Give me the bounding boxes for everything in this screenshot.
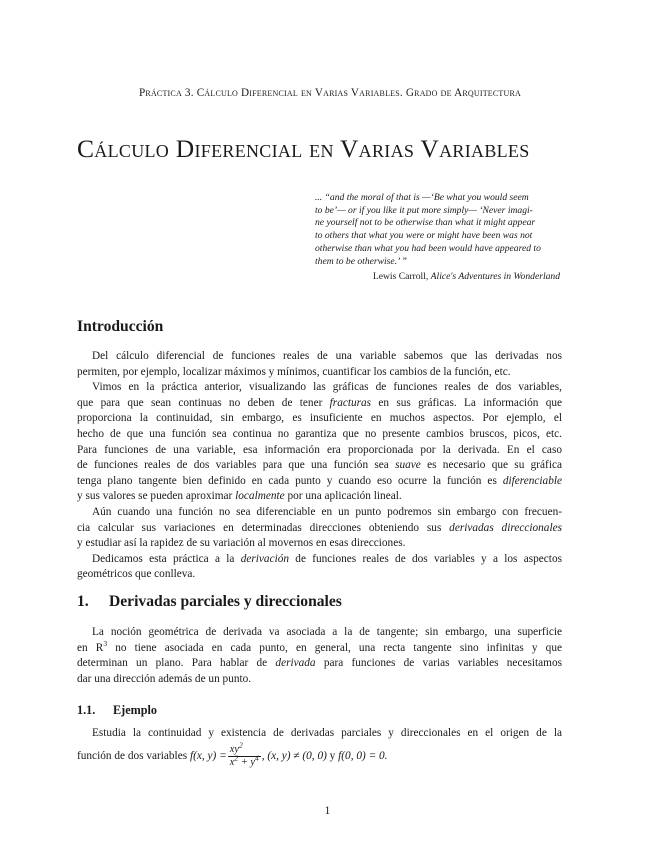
epigraph-attribution — [315, 271, 560, 282]
intro-heading: Introducción — [77, 318, 164, 335]
epigraph-line: to others that what you were or might have been was not — [315, 230, 533, 242]
epigraph-line: ne yourself not to be otherwise than what it might appear — [315, 217, 536, 229]
epigraph-author: Lewis Carroll, — [372, 271, 429, 282]
emphasis: derivación — [240, 552, 290, 565]
text-line: en $R^3$ no tiene asociada en cada punto, en general, una recta tangente sino infinitas y que — [77, 638, 562, 654]
function-def: f(x, y) = — [189, 749, 227, 762]
text-line: geométricos que conlleva. — [77, 568, 196, 581]
text-line: permiten, por ejemplo, localizar máximos y mínimos, cuantificar los cambios de la función, etc. — [77, 365, 511, 378]
text-line: Del cálculo diferencial de funciones reales de una variable sabemos que las derivadas nos — [92, 350, 562, 362]
section-1-heading — [77, 593, 342, 611]
text-line: cia calcular sus variaciones en determinadas direcciones obteniendo sus derivadas direccionales — [77, 521, 562, 534]
text-line: de funciones reales de dos variables para que una función sea suave es necesario que su gráfica — [77, 459, 562, 472]
subsection-number: 1.1. — [77, 703, 96, 717]
running-head: Práctica 3. Cálculo Diferencial en Varias Variables. Grado de Arquitectura — [139, 87, 521, 99]
fraction: $\frac{xy^2}{x^2 + y^4}$ — [229, 740, 259, 768]
text-line: hecho de que una función sea continua no garantiza que no presente cambios bruscos, picos, etc. — [77, 427, 562, 440]
emphasis: localmente — [235, 490, 285, 503]
text-line: Dedicamos esta práctica a la derivación de funciones reales de dos variables y a los aspectos — [92, 552, 562, 565]
text-line: que para que sean continuas no deben de tener fracturas en sus gráficas. La información que — [77, 396, 563, 409]
epigraph — [315, 192, 560, 268]
text-line: proporciona la continuidad, sin embargo, es insuficiente en muchos aspectos. Por ejemplo, el — [77, 412, 562, 425]
text-line: dar una dirección además de un punto. — [77, 672, 252, 685]
subsection-1-1-heading — [77, 703, 157, 718]
epigraph-line: ... “and the moral of that is —‘Be what you would seem — [315, 192, 529, 203]
subsection-1-1-body — [77, 726, 562, 769]
intro-body — [77, 349, 562, 583]
epigraph-line: them to be otherwise.’ ” — [315, 255, 407, 267]
text-line: Aún cuando una función no sea diferenciable en un punto podremos sin embargo con frecuen- — [92, 505, 562, 518]
text-line: La noción geométrica de derivada va asociada a la de tangente; sin embargo, una superficie — [92, 626, 562, 638]
epigraph-work: Alice's Adventures in Wonderland — [430, 271, 560, 282]
emphasis: derivadas direccionales — [449, 521, 562, 534]
section-1-body — [77, 625, 562, 687]
origin-value: f(0, 0) = 0. — [338, 749, 388, 762]
condition: , (x, y) ≠ (0, 0) — [261, 749, 327, 762]
section-number: 1. — [77, 593, 89, 610]
epigraph-line: to be’— or if you like it put more simply— ‘Never imagi- — [315, 204, 533, 216]
document-title: Cálculo Diferencial en Varias Variables — [77, 134, 530, 163]
text-line: Vimos en la práctica anterior, visualizando las gráficas de funciones reales de dos variables, — [92, 381, 562, 394]
epigraph-line: otherwise than what you had been would have appeared to — [315, 242, 541, 254]
text-line: y estudiar así la rapidez de su variación al movernos en esas direcciones. — [77, 537, 406, 550]
text-line: tenga plano tangente bien definido en cada punto y cuando eso ocurre la función es diferenciable — [77, 474, 562, 487]
text-line: determinan un plano. Para hablar de derivada para funciones de varias variables necesitamos — [77, 657, 562, 670]
emphasis: suave — [395, 459, 421, 472]
text-line: Para funciones de una variable, esa información era proporcionada por la derivada. En el caso — [77, 443, 562, 456]
subsection-title: Ejemplo — [113, 703, 158, 717]
section-title: Derivadas parciales y direccionales — [109, 593, 342, 610]
text-line: Estudia la continuidad y existencia de derivadas parciales y direccionales en el origen de la — [92, 727, 562, 739]
page-number: 1 — [324, 805, 331, 817]
formula-line: función de dos variables f(x, y) = $\frac{xy^2}{x^2 + y^4}$ , (x, y) ≠ (0, 0) y f(0, 0) = 0. — [77, 740, 388, 768]
emphasis: diferenciable — [502, 474, 562, 487]
emphasis: fracturas — [329, 396, 372, 409]
emphasis: derivada — [275, 657, 316, 670]
text-line: y sus valores se pueden aproximar localmente por una aplicación lineal. — [77, 490, 402, 503]
